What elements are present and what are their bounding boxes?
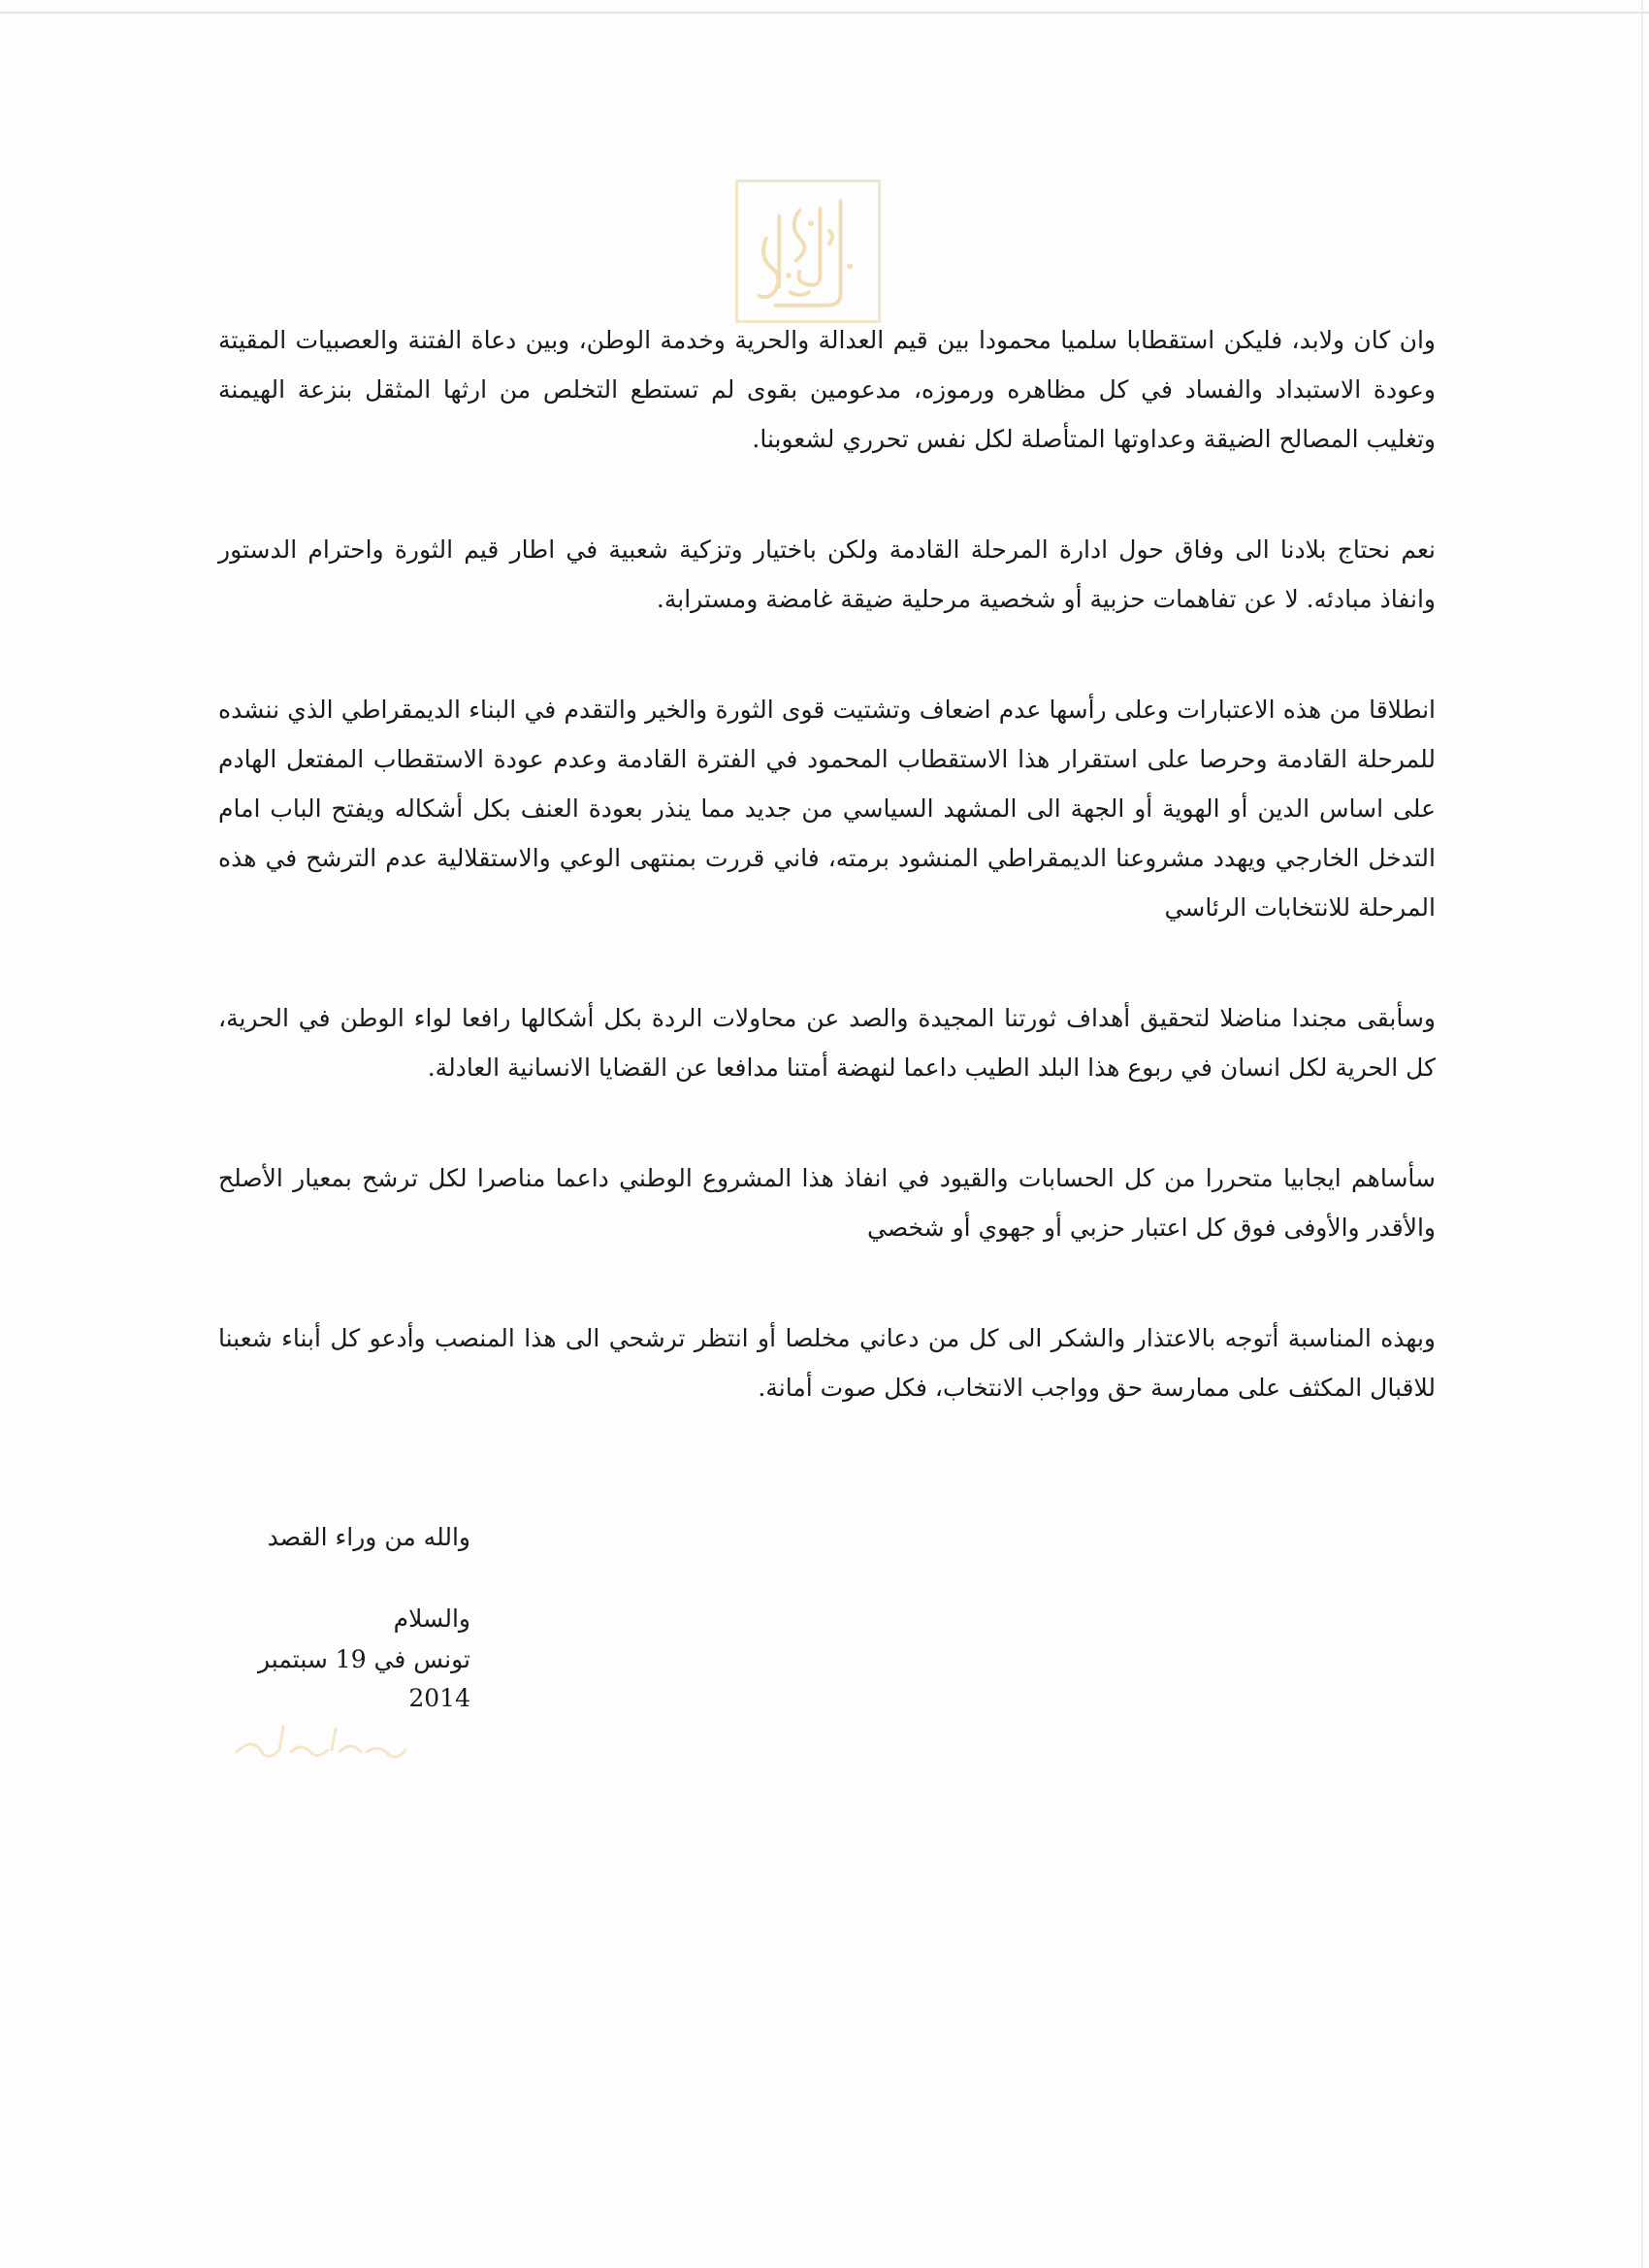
closing-phrase: والله من وراء القصد <box>267 1523 470 1551</box>
place-date: تونس في 19 سبتمبر 2014 <box>258 1645 470 1712</box>
salutation: والسلام <box>393 1604 470 1633</box>
paragraph-5: سأساهم ايجابيا متحررا من كل الحسابات والقيود في انفاذ هذا المشروع الوطني داعما مناصرا لكل ترشح بمعيار الأصلح والأقدر والأوفى فوق كل اعتبار حزبي أو جهوي أو شخصي <box>218 1164 1436 1242</box>
paragraph-4: وسأبقى مجندا مناضلا لتحقيق أهداف ثورتنا المجيدة والصد عن محاولات الردة بكل أشكالها رافعا لواء الوطن في الحرية، كل الحرية لكل انسان في ربوع هذا البلد الطيب داعما لنهضة أمتنا مدافعا عن القضايا الانسانية العادلة. <box>218 1004 1436 1082</box>
paragraph-2: نعم نحتاج بلادنا الى وفاق حول ادارة المرحلة القادمة ولكن باختيار وتزكية شعبية في اطار قيم الثورة واحترام الدستور وانفاذ مبادئه. لا عن تفاهمات حزبية أو شخصية مرحلية ضيقة غامضة ومسترابة. <box>218 535 1437 613</box>
paragraph-3: انطلاقا من هذه الاعتبارات وعلى رأسها عدم اضعاف وتشتيت قوى الثورة والخير والتقدم في البناء الديمقراطي الذي ننشده للمرحلة القادمة وحرصا على استقرار هذا الاستقطاب المحمود في الفترة القادمة وعدم عودة الاستقطاب المفتعل الهادم على اساس الدين أو الهوية أو الجهة الى المشهد السياسي من جديد مما ينذر بعودة العنف بكل أشكاله ويفتح الباب امام التدخل الخارجي ويهدد مشروعنا الديمقراطي المنشود برمته، فاني قررت بمنتهى الوعي والاستقلالية عدم الترشح في هذه المرحلة للانتخابات الرئاسي <box>218 696 1436 922</box>
paragraph-6: وبهذه المناسبة أتوجه بالاعتذار والشكر الى كل من دعاني مخلصا أو انتظر ترشحي الى هذا المنصب وأدعو كل أبناء شعبنا للاقبال المكثف على ممارسة حق وواجب الانتخاب، فكل صوت أمانة. <box>218 1324 1436 1402</box>
calligraphy-logo-icon <box>738 182 878 320</box>
signature-icon <box>223 1707 417 1775</box>
signature <box>223 1707 417 1775</box>
paragraph-1: وان كان ولابد، فليكن استقطابا سلميا محمودا بين قيم العدالة والحرية وخدمة الوطن، وبين دعاة الفتنة والعصبيات المقيتة وعودة الاستبداد والفساد في كل مظاهره ورموزه، مدعومين بقوى لم تستطع التخلص من ارثها المثقل بنزعة الهيمنة وتغليب المصالح الضيقة وعداوتها المتأصلة لكل نفس تحرري لشعوبنا. <box>218 326 1436 453</box>
scan-edge-top <box>0 0 1649 14</box>
letter-body <box>218 315 1436 1474</box>
calligraphy-logo <box>735 179 881 323</box>
scan-edge-right <box>1641 0 1643 2268</box>
closing-block <box>218 1518 470 1718</box>
